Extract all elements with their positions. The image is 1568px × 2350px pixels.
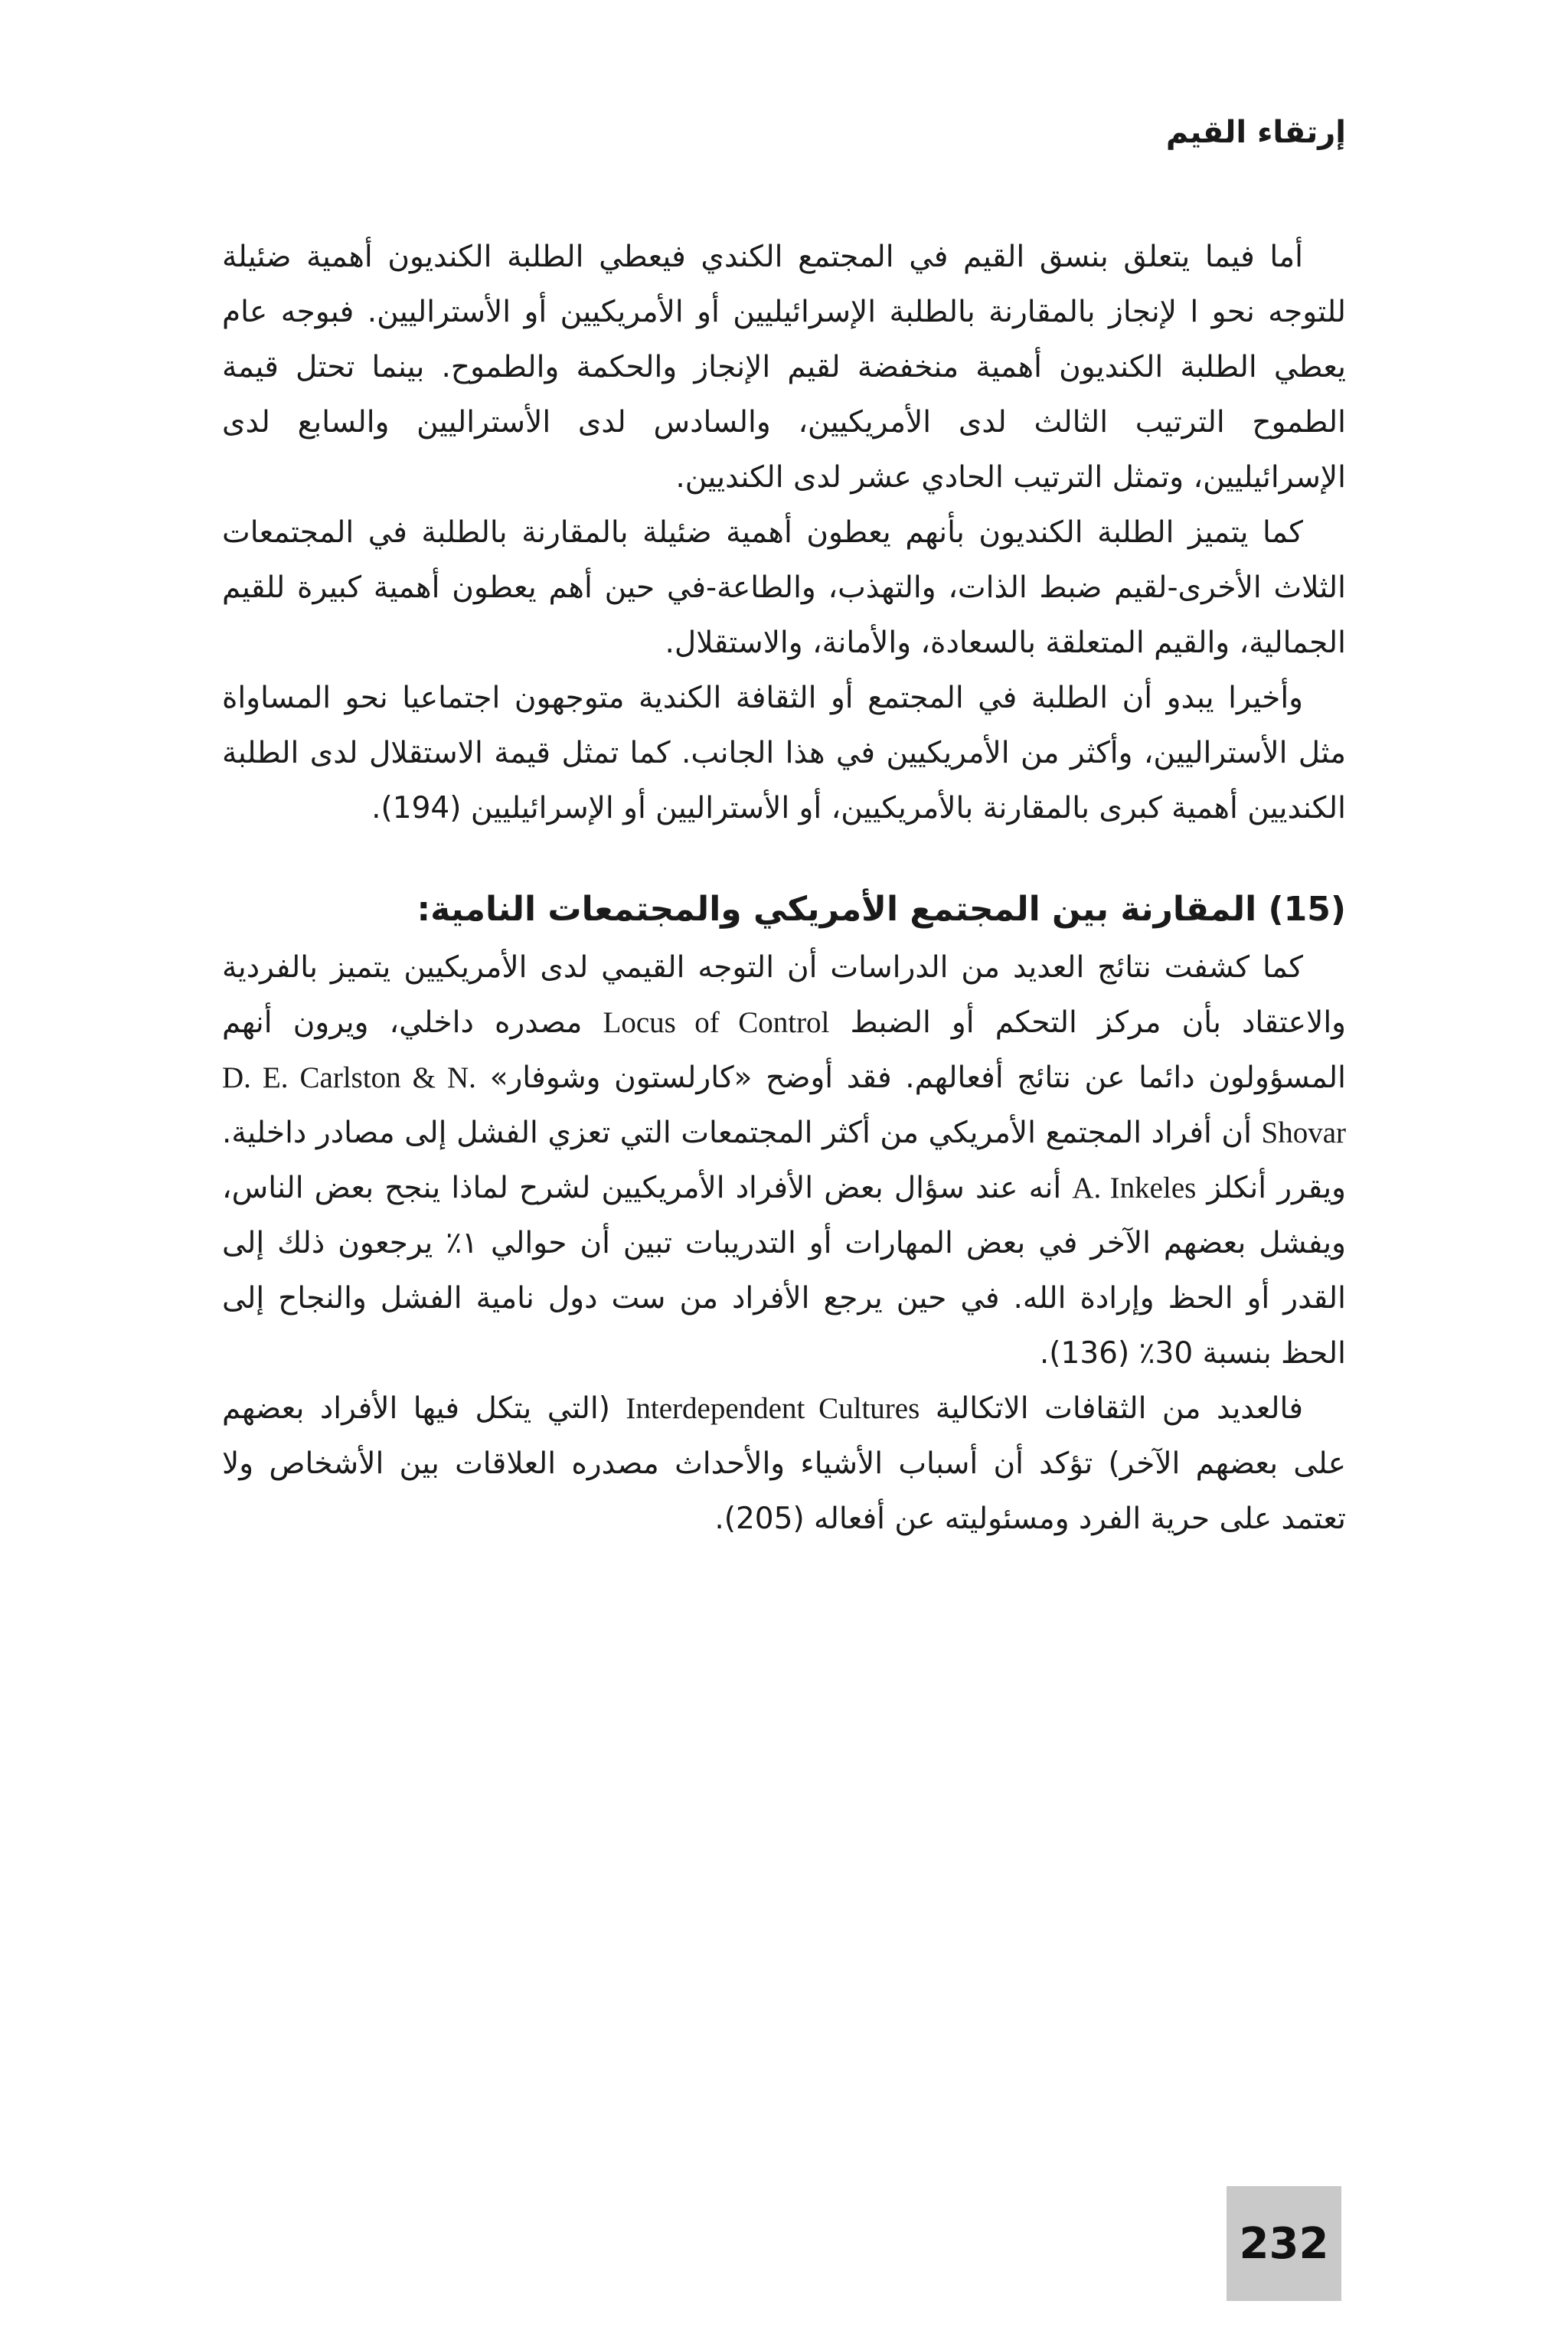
latin-term-locus-of-control: Locus of Control (603, 1006, 830, 1039)
latin-term-inkeles: A. Inkeles (1072, 1172, 1197, 1204)
page-number-box (1227, 2186, 1341, 2301)
latin-term-carlston-shovar: D. E. Carlston & N. Shovar (222, 1061, 1346, 1149)
paragraph-1: أما فيما يتعلق بنسق القيم في المجتمع الكندي فيعطي الطلبة الكنديون أهمية ضئيلة للتوجه نحو ا لإنجاز بالمقارنة بالطلبة الإسرائيليين أو الأمريكيين أو الأستراليين. فبوجه عام يعطي الطلبة الكنديون أهمية منخفضة لقيم الإنجاز والحكمة والطموح. بينما تحتل قيمة الطموح الترتيب الثالث لدى الأمريكيين، والسادس لدى الأستراليين والسابع لدى الإسرائيليين، وتمثل الترتيب الحادي عشر لدى الكنديين. (222, 240, 1346, 495)
page-number: 232 (1239, 2218, 1329, 2269)
paragraph-4-part-b: مصدره داخلي، ويرون أنهم المسؤولون دائما عن نتائج أفعالهم. فقد أوضح «كارلستون وشوفار» (222, 1005, 1346, 1095)
paragraph-3: وأخيرا يبدو أن الطلبة في المجتمع أو الثقافة الكندية متوجهون اجتماعيا نحو المساواة مثل الأستراليين، وأكثر من الأمريكيين في هذا الجانب. كما تمثل قيمة الاستقلال لدى الطلبة الكنديين أهمية كبرى بالمقارنة بالأمريكيين، أو الأستراليين أو الإسرائيليين (194). (222, 681, 1346, 825)
running-head: إرتقاء القيم (1165, 115, 1346, 150)
body-text (222, 230, 1346, 1547)
latin-term-interdependent-cultures: Interdependent Cultures (626, 1392, 920, 1425)
paragraph-4 (222, 940, 1346, 1381)
paragraph-4-part-d: أنه عند سؤال بعض الأفراد الأمريكيين لشرح لماذا ينجح بعض الناس، ويفشل بعضهم الآخر في بعض المهارات أو التدريبات تبين أن حوالي ١٪ يرجعون ذلك إلى القدر أو الحظ وإرادة الله. في حين يرجع الأفراد من ست دول نامية الفشل والنجاح إلى الحظ بنسبة 30٪ (136). (222, 1171, 1346, 1371)
paragraph-5-part-b: (التي يتكل فيها الأفراد بعضهم على بعضهم الآخر) تؤكد أن أسباب الأشياء والأحداث مصدره العلاقات بين الأشخاص ولا تعتمد على حرية الفرد ومسئوليته عن أفعاله (205). (222, 1391, 1346, 1536)
paragraph-2: كما يتميز الطلبة الكنديون بأنهم يعطون أهمية ضئيلة بالمقارنة بالطلبة في المجتمعات الثلاث الأخرى-لقيم ضبط الذات، والتهذب، والطاعة-في حين أهم يعطون أهمية كبيرة للقيم الجمالية، والقيم المتعلقة بالسعادة، والأمانة، والاستقلال. (222, 515, 1346, 660)
paragraph-4-part-c: أن أفراد المجتمع الأمريكي من أكثر المجتمعات التي تعزي الفشل إلى مصادر داخلية. ويقرر أنكلز (222, 1116, 1346, 1205)
paragraph-5 (222, 1381, 1346, 1547)
paragraph-4-part-a: كما كشفت نتائج العديد من الدراسات أن التوجه القيمي لدى الأمريكيين يتميز بالفردية والاعتقاد بأن مركز التحكم أو الضبط (222, 950, 1346, 1040)
section-heading: (15) المقارنة بين المجتمع الأمريكي والمجتمعات النامية: (416, 890, 1346, 929)
paragraph-5-part-a: فالعديد من الثقافات الاتكالية (920, 1391, 1303, 1426)
